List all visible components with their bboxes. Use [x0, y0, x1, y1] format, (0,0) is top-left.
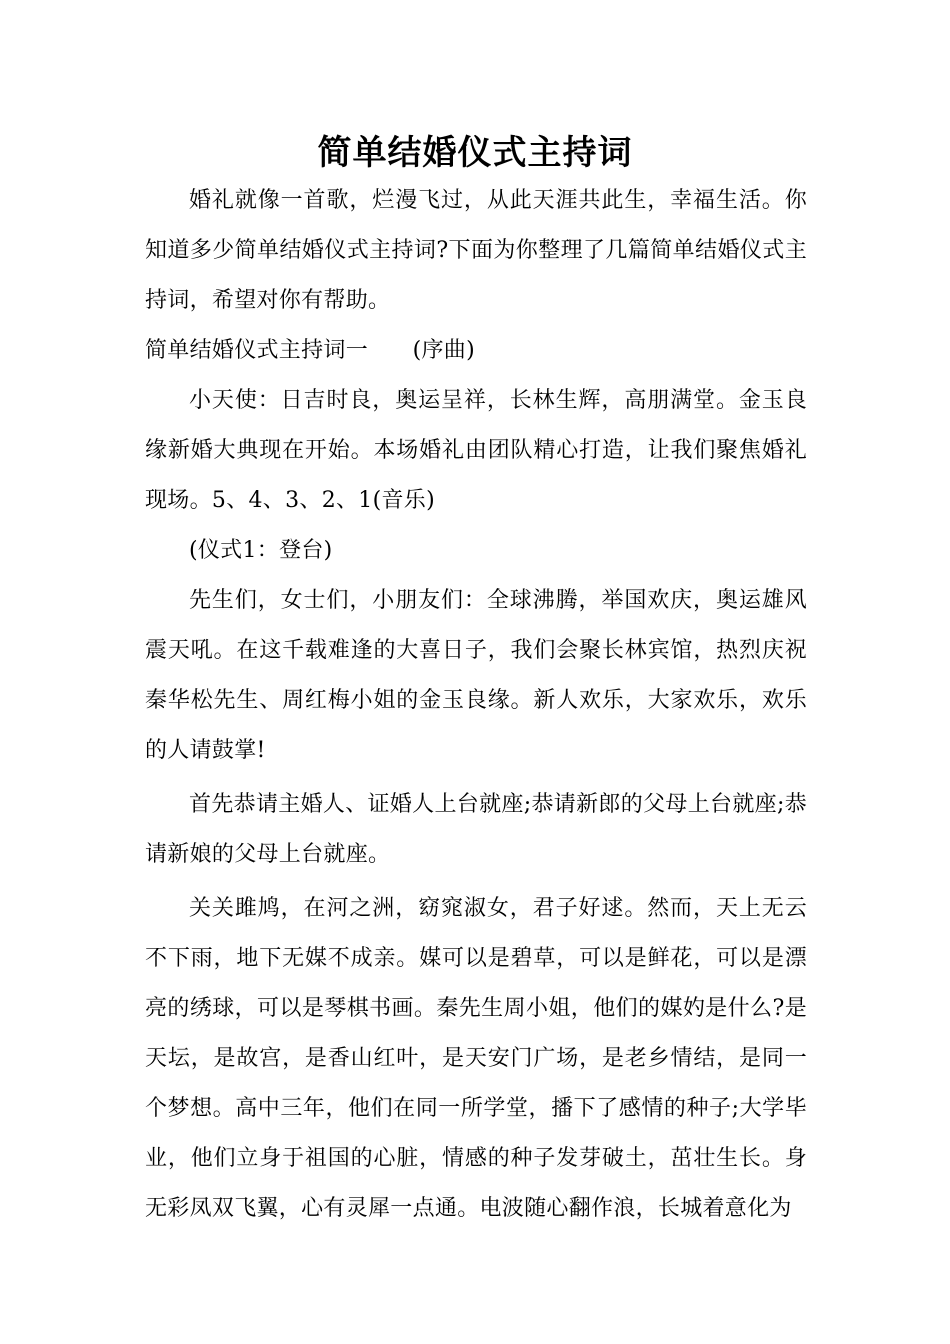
paragraph-welcome: 先生们，女士们，小朋友们：全球沸腾，举国欢庆，奥运雄风震天吼。在这千载难逢的大喜日子，我们会聚长林宾馆，热烈庆祝秦华松先生、周红梅小姐的金玉良缘。新人欢乐，大家欢乐，欢乐的人请鼓掌!	[145, 588, 807, 763]
document-title: 简单结婚仪式主持词	[317, 133, 633, 173]
document-body	[145, 176, 807, 1234]
paragraph-ceremony-step: (仪式1：登台)	[189, 538, 333, 563]
paragraph-prelude: 小天使：日吉时良，奥运呈祥，长林生辉，高朋满堂。金玉良缘新婚大典现在开始。本场婚礼由团队精心打造，让我们聚焦婚礼现场。5、4、3、2、1(音乐)	[145, 388, 807, 513]
intro-paragraph: 婚礼就像一首歌，烂漫飞过，从此天涯共此生，幸福生活。你知道多少简单结婚仪式主持词?下面为你整理了几篇简单结婚仪式主持词，希望对你有帮助。	[145, 188, 807, 313]
section-heading: 简单结婚仪式主持词一 (序曲)	[145, 338, 475, 363]
paragraph-invite-seats: 首先恭请主婚人、证婚人上台就座;恭请新郎的父母上台就座;恭请新娘的父母上台就座。	[145, 792, 807, 867]
paragraph-story: 关关雎鸠，在河之洲，窈窕淑女，君子好逑。然而，天上无云不下雨，地下无媒不成亲。媒可以是碧草，可以是鲜花，可以是漂亮的绣球，可以是琴棋书画。秦先生周小姐，他们的媒妁是什么?是天坛，是故宫，是香山红叶，是天安门广场，是老乡情结，是同一个梦想。高中三年，他们在同一所学堂，播下了感情的种子;大学毕业，他们立身于祖国的心脏，情感的种子发芽破土，茁壮生长。身无彩凤双飞翼，心有灵犀一点通。电波随心翻作浪，长城着意化为	[145, 896, 807, 1221]
